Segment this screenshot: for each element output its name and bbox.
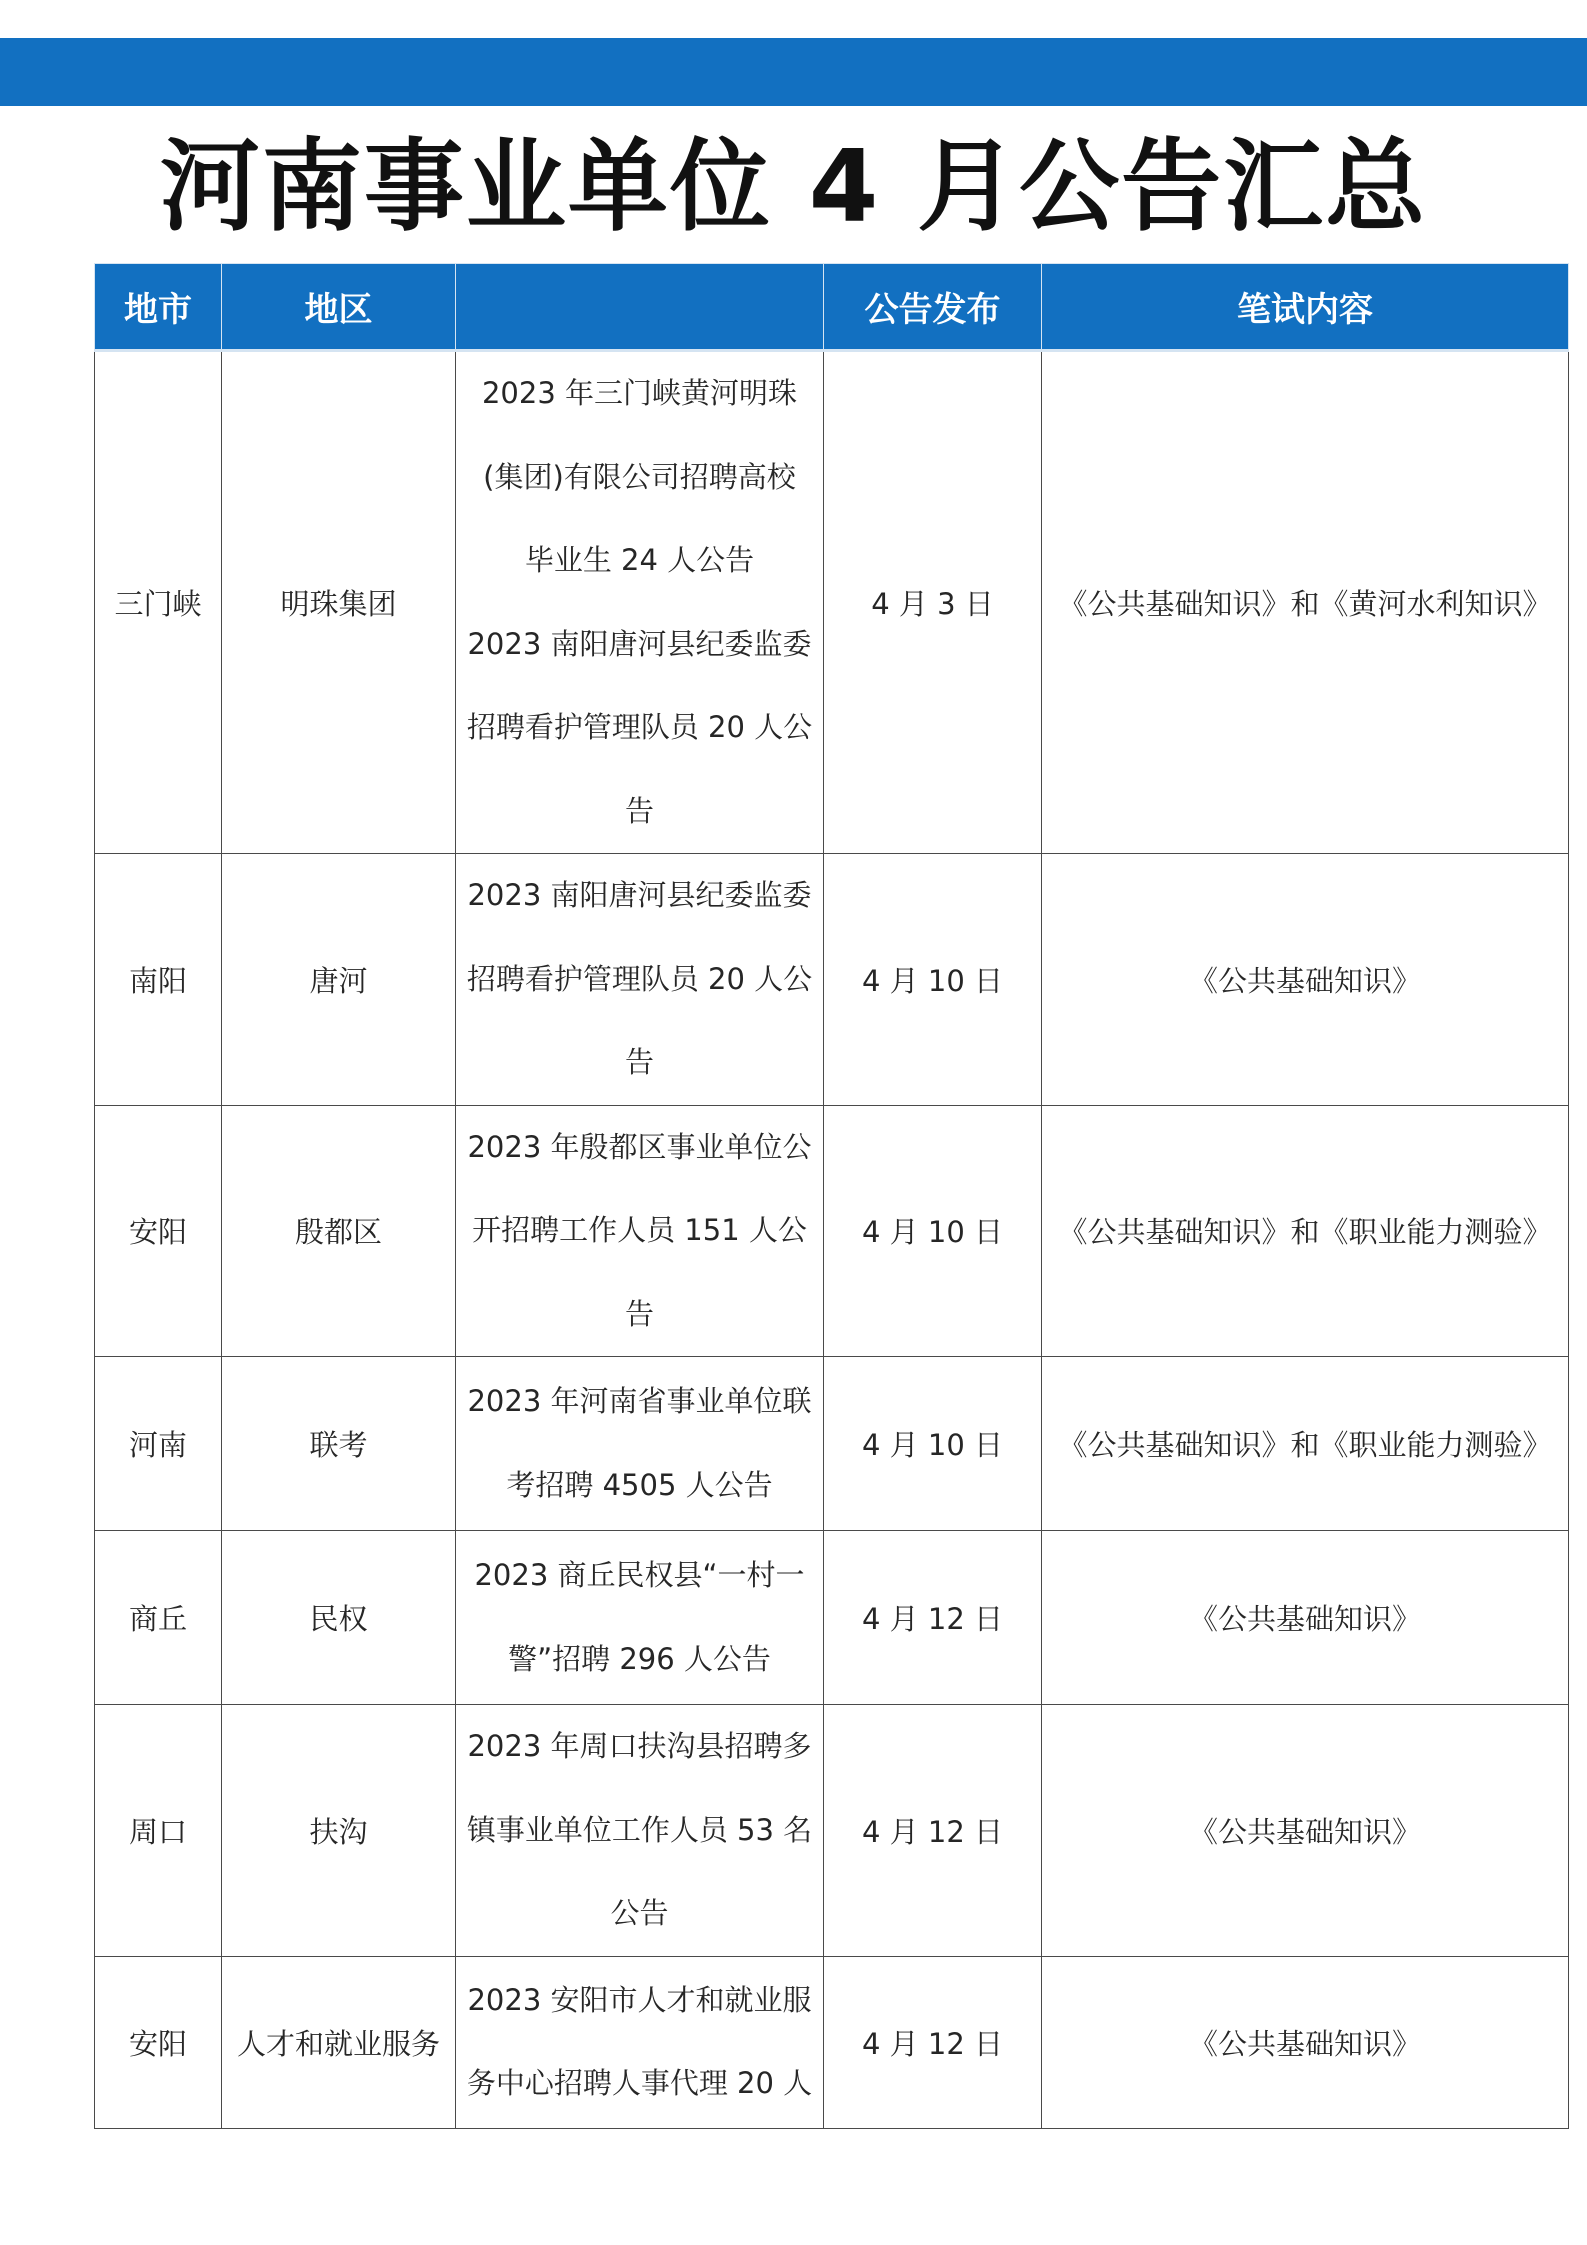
announcement-line: (集团)有限公司招聘高校 xyxy=(483,459,796,494)
table-row xyxy=(95,854,1569,1106)
header-city: 地市 xyxy=(95,264,222,351)
cell-exam: 《公共基础知识》和《职业能力测验》 xyxy=(1042,1357,1569,1531)
cell-exam: 《公共基础知识》 xyxy=(1042,1531,1569,1705)
announcement-line: 务中心招聘人事代理 20 人 xyxy=(466,2066,813,2100)
announcement-line: 2023 南阳唐河县纪委监委 xyxy=(467,626,812,661)
cell-city: 商丘 xyxy=(95,1531,222,1705)
cell-city: 三门峡 xyxy=(95,351,222,854)
announcement-line: 公告 xyxy=(610,1896,669,1930)
cell-exam: 《公共基础知识》 xyxy=(1042,1705,1569,1957)
announcement-line: 警”招聘 296 人公告 xyxy=(508,1641,771,1676)
announcement-line: 招聘看护管理队员 20 人公 xyxy=(466,961,813,996)
cell-district: 明珠集团 xyxy=(222,351,456,854)
table-header-row xyxy=(95,264,1569,351)
cell-district: 民权 xyxy=(222,1531,456,1705)
cell-district: 扶沟 xyxy=(222,1705,456,1957)
announcement-line: 毕业生 24 人公告 xyxy=(524,543,755,577)
announcement-line: 开招聘工作人员 151 人公 xyxy=(472,1213,807,1247)
table-row xyxy=(95,1531,1569,1705)
header-announcement xyxy=(456,264,824,351)
header-district: 地区 xyxy=(222,264,456,351)
announcement-line: 2023 年殷都区事业单位公 xyxy=(467,1129,812,1164)
cell-announcement xyxy=(456,1956,824,2128)
cell-district: 联考 xyxy=(222,1357,456,1531)
announcement-line: 2023 南阳唐河县纪委监委 xyxy=(467,878,812,912)
announcement-line: 招聘看护管理队员 20 人公 xyxy=(466,710,813,744)
cell-date: 4 月 10 日 xyxy=(824,1105,1042,1357)
table-row xyxy=(95,1705,1569,1957)
cell-exam: 《公共基础知识》和《职业能力测验》 xyxy=(1042,1105,1569,1357)
cell-announcement xyxy=(456,1357,824,1531)
announcement-line: 2023 年周口扶沟县招聘多 xyxy=(467,1729,812,1763)
cell-exam: 《公共基础知识》和《黄河水利知识》 xyxy=(1042,351,1569,854)
cell-city: 安阳 xyxy=(95,1105,222,1357)
cell-city: 周口 xyxy=(95,1705,222,1957)
cell-date: 4 月 12 日 xyxy=(824,1705,1042,1957)
announcement-line: 2023 商丘民权县“一村一 xyxy=(474,1558,805,1592)
cell-date: 4 月 12 日 xyxy=(824,1531,1042,1705)
cell-district: 人才和就业服务 xyxy=(222,1956,456,2128)
table-row xyxy=(95,351,1569,854)
announcement-line: 告 xyxy=(624,1045,654,1079)
announcement-line: 2023 年河南省事业单位联 xyxy=(467,1384,812,1418)
cell-announcement xyxy=(456,351,824,854)
table-row xyxy=(95,1105,1569,1357)
cell-announcement xyxy=(456,1705,824,1957)
cell-exam: 《公共基础知识》 xyxy=(1042,854,1569,1106)
cell-city: 南阳 xyxy=(95,854,222,1106)
cell-district: 唐河 xyxy=(222,854,456,1106)
cell-announcement xyxy=(456,1105,824,1357)
cell-city: 安阳 xyxy=(95,1956,222,2128)
announcement-line: 镇事业单位工作人员 53 名 xyxy=(466,1812,813,1847)
cell-announcement xyxy=(456,1531,824,1705)
page-title: 河南事业单位 4 月公告汇总 xyxy=(159,128,1428,245)
table-row xyxy=(95,1357,1569,1531)
announcement-line: 考招聘 4505 人公告 xyxy=(506,1467,773,1502)
cell-city: 河南 xyxy=(95,1357,222,1531)
announcement-line: 2023 安阳市人才和就业服 xyxy=(467,1982,812,2017)
top-accent-band xyxy=(0,38,1587,106)
cell-date: 4 月 12 日 xyxy=(824,1956,1042,2128)
cell-district: 殷都区 xyxy=(222,1105,456,1357)
table-row xyxy=(95,1956,1569,2128)
cell-announcement xyxy=(456,854,824,1106)
header-exam: 笔试内容 xyxy=(1042,264,1569,351)
cell-date: 4 月 10 日 xyxy=(824,854,1042,1106)
cell-date: 4 月 3 日 xyxy=(824,351,1042,854)
cell-exam: 《公共基础知识》 xyxy=(1042,1956,1569,2128)
header-date: 公告发布 xyxy=(824,264,1042,351)
cell-date: 4 月 10 日 xyxy=(824,1357,1042,1531)
announcement-line: 告 xyxy=(624,793,654,828)
announcement-line: 2023 年三门峡黄河明珠 xyxy=(481,376,798,410)
announcement-table xyxy=(94,263,1569,2129)
announcement-line: 告 xyxy=(624,1296,654,1331)
